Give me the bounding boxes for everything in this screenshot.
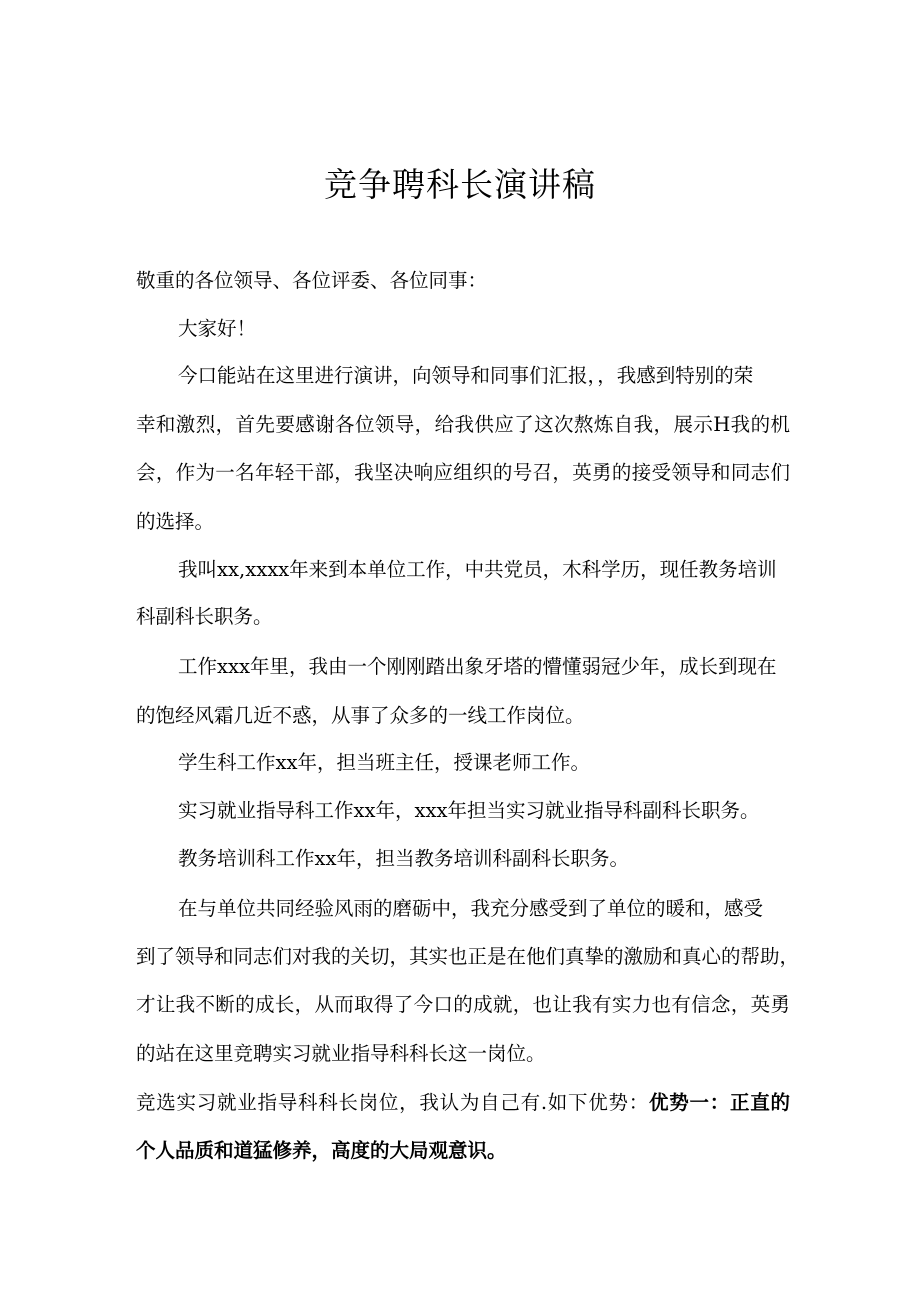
paragraph-8-line-1: [136, 1086, 790, 1120]
paragraph-1-line-3: 会，作为一名年轻干部，我坚决响应组织的号召，英勇的接受领导和同志们: [136, 461, 790, 484]
paragraph-3-line-1: 工作xxx年里，我由一个刚刚踏出象牙塔的懵懂弱冠少年，成长到现在: [178, 655, 777, 678]
paragraph-1-line-4: 的选择。: [136, 510, 215, 533]
salutation: 敬重的各位领导、各位评委、各位同事：: [136, 269, 488, 292]
advantage-one-heading: 优势一：正直的: [649, 1091, 790, 1114]
paragraph-8-line-2: 个人品质和道猛修养，高度的大局观意识。: [136, 1139, 507, 1162]
paragraph-1-line-2: 幸和激烈，首先要感谢各位领导，给我供应了这次熬炼自我，展示H我的机: [136, 413, 790, 436]
paragraph-3-line-2: 的饱经风霜几近不惑，从事了众多的一线工作岗位。: [136, 704, 585, 727]
paragraph-1-line-1: 今口能站在这里进行演讲，向领导和同事们汇报，，我感到特别的荣: [178, 364, 754, 387]
paragraph-8-intro: 竞选实习就业指导科科长岗位，我认为自己有.如下优势：: [136, 1091, 650, 1114]
paragraph-2-line-1: 我叫xx,xxxx年来到本单位工作，中共党员，木科学历，现任教务培训: [178, 558, 777, 581]
paragraph-4: 学生科工作xx年，担当班主任，授课老师工作。: [178, 751, 590, 774]
paragraph-7-line-2: 到了领导和同志们对我的关切，其实也正是在他们真挚的激励和真心的帮助，: [136, 945, 800, 968]
paragraph-2-line-2: 科副科长职务。: [136, 605, 273, 628]
paragraph-5: 实习就业指导科工作xx年，xxx年担当实习就业指导科副科长职务。: [178, 799, 760, 822]
paragraph-7-line-1: 在与单位共同经验风雨的磨砺中，我充分感受到了单位的暖和，感受: [178, 897, 764, 920]
paragraph-7-line-3: 才让我不断的成长，从而取得了今口的成就，也让我有实力也有信念，英勇: [136, 993, 790, 1016]
paragraph-7-line-4: 的站在这里竞聘实习就业指导科科长这一岗位。: [136, 1042, 546, 1065]
document-title: 竞争聘科长演讲稿: [324, 165, 596, 204]
greeting: 大家好！: [178, 317, 257, 340]
paragraph-6: 教务培训科工作xx年，担当教务培训科副科长职务。: [178, 847, 629, 870]
